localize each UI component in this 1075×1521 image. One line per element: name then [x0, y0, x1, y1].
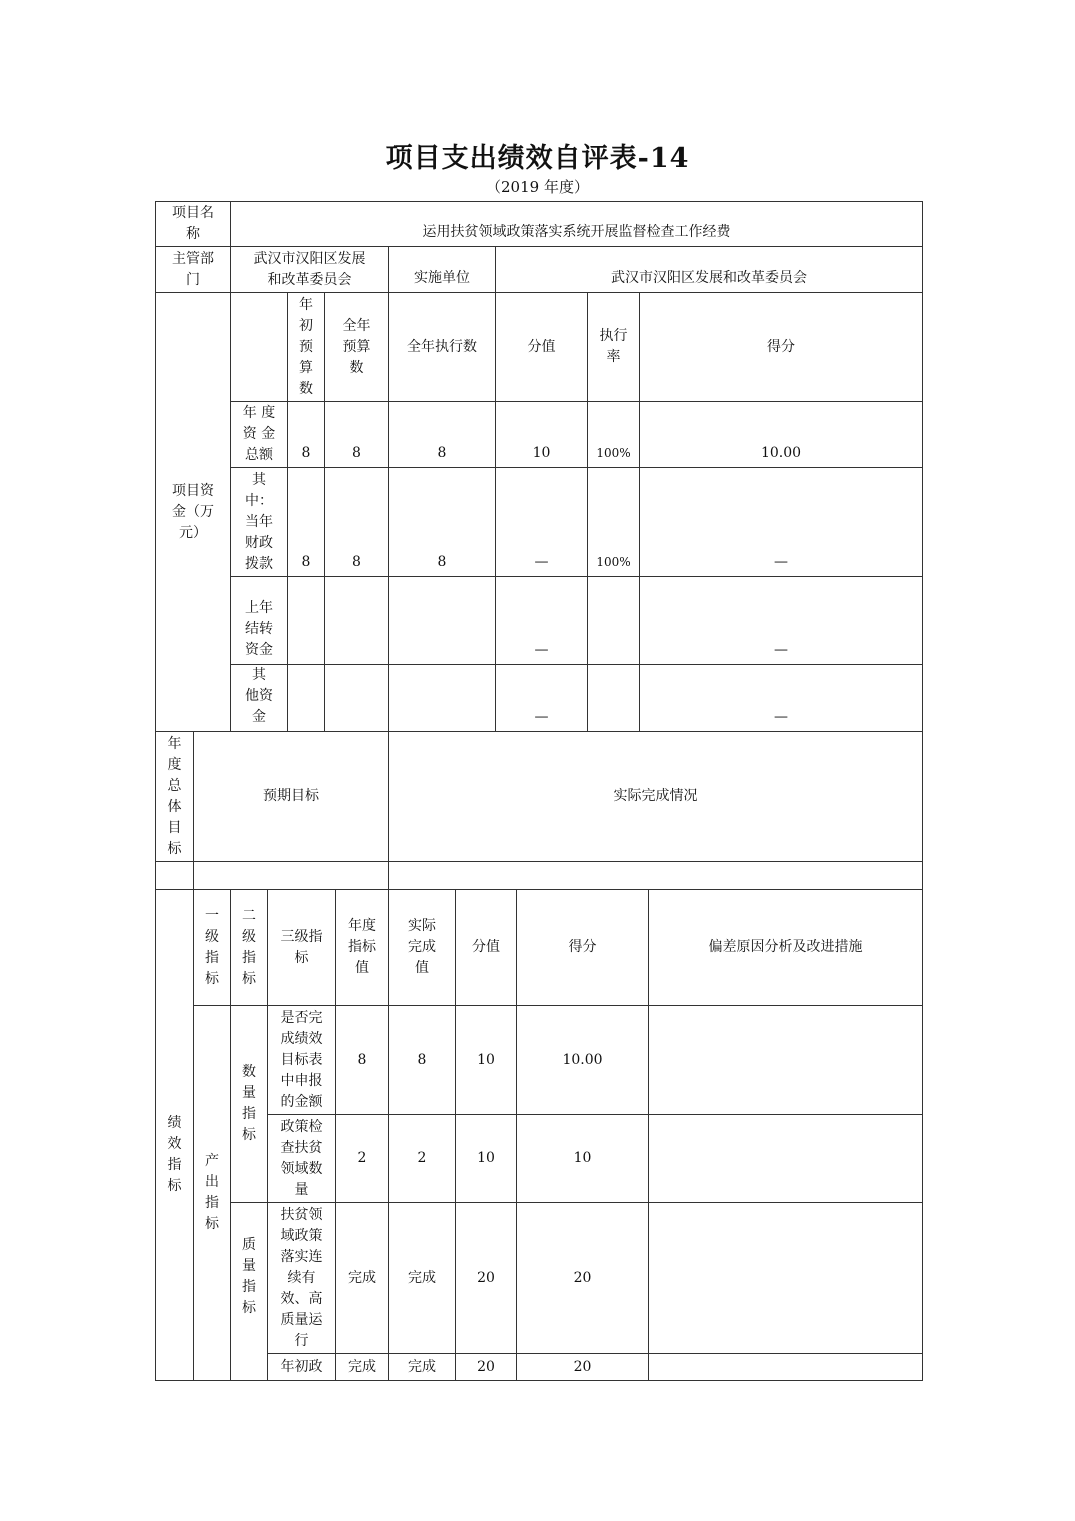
- performance-label: 绩 效 指 标: [167, 1115, 182, 1194]
- funds-header-score-value: 分值: [527, 338, 556, 355]
- perf-cell: 20: [477, 1358, 495, 1375]
- perf-cell-note: [649, 1203, 922, 1353]
- funds-cell: [288, 665, 324, 731]
- perf-header-level1: 一 级 指 标: [205, 907, 219, 987]
- funds-cell: 8: [437, 445, 447, 461]
- perf-cell: 完成: [408, 1358, 436, 1375]
- perf-cell: 8: [417, 1051, 427, 1068]
- perf-header-level3: 三级指 标: [280, 928, 323, 966]
- perf-row-name: 年初政: [280, 1358, 323, 1375]
- perf-cell-note: [649, 1354, 922, 1380]
- page-subtitle: （2019 年度）: [486, 178, 589, 196]
- project-name-value: 运用扶贫领域政策落实系统开展监督检查工作经费: [422, 224, 731, 240]
- perf-cell: 完成: [348, 1269, 376, 1286]
- funds-cell: [325, 665, 388, 731]
- perf-cell: 20: [573, 1358, 592, 1375]
- perf-cell: 8: [357, 1051, 367, 1068]
- funds-cell: 8: [301, 445, 311, 461]
- funds-row-label: 上年 结转 资金: [245, 600, 273, 658]
- perf-header-level2: 二 级 指 标: [242, 907, 256, 987]
- funds-cell: [389, 577, 495, 664]
- funds-cell: —: [774, 554, 788, 570]
- funds-cell: 10: [532, 445, 551, 461]
- perf-cell-note: [649, 1006, 922, 1114]
- goals-label: 年 度 总 体 目 标: [167, 735, 182, 857]
- perf-header-actual: 实际 完成 值: [408, 918, 436, 976]
- funds-row-label: 其 他资 金: [245, 667, 273, 725]
- funds-cell: 8: [437, 554, 447, 570]
- perf-cell: 2: [417, 1150, 427, 1166]
- funds-cell: 10.00: [760, 445, 802, 461]
- perf-header-note: 偏差原因分析及改进措施: [708, 939, 863, 955]
- funds-cell: 100%: [596, 555, 631, 569]
- funds-cell: —: [534, 709, 549, 725]
- perf-cell: 10: [477, 1150, 495, 1166]
- perf-cell: 完成: [408, 1269, 436, 1286]
- funds-cell: [588, 665, 639, 731]
- perf-row-name: 政策检 查扶贫 领域数 量: [280, 1118, 323, 1198]
- funds-cell: —: [774, 642, 788, 658]
- perf-cell: 20: [573, 1269, 592, 1286]
- perf-header-target: 年度 指标 值: [348, 918, 376, 976]
- funds-cell: —: [534, 554, 549, 570]
- funds-header-rate: 执行 率: [599, 328, 628, 365]
- funds-cell: 8: [352, 554, 361, 570]
- funds-cell: —: [534, 642, 549, 658]
- perf-level2-quality: 质 量 指 标: [242, 1236, 256, 1316]
- impl-label: 实施单位: [414, 270, 470, 286]
- funds-label: 项目资 金（万 元）: [172, 482, 214, 541]
- funds-row-label: 其 中： 当年 财政 拨款: [245, 471, 273, 572]
- perf-cell: 10: [477, 1051, 495, 1068]
- perf-header-score-value: 分值: [472, 939, 500, 955]
- funds-cell: [288, 577, 324, 664]
- impl-value: 武汉市汉阳区发展和改革委员会: [611, 270, 807, 286]
- dept-value: 武汉市汉阳区发展 和改革委员会: [253, 250, 366, 288]
- goals-actual-header: 实际完成情况: [613, 788, 698, 804]
- page-title: 项目支出绩效自评表-14: [385, 143, 690, 174]
- perf-level2-quantity: 数 量 指 标: [242, 1064, 256, 1143]
- perf-cell-note: [649, 1115, 922, 1202]
- funds-header-annual: 全年 预算 数: [342, 317, 371, 376]
- perf-cell: 2: [357, 1150, 367, 1166]
- funds-cell: [325, 577, 388, 664]
- funds-header-score: 得分: [767, 338, 795, 355]
- funds-cell: 8: [352, 445, 361, 461]
- funds-cell: [588, 577, 639, 664]
- funds-header-exec: 全年执行数: [407, 338, 477, 355]
- perf-header-score: 得分: [568, 939, 597, 955]
- funds-header-init: 年 初 预 算 数: [299, 296, 313, 397]
- perf-level1-output: 产 出 指 标: [205, 1153, 219, 1232]
- perf-row-name: 扶贫领 域政策 落实连 续有 效、高 质量运 行: [280, 1206, 323, 1349]
- dept-label: 主管部 门: [172, 250, 214, 288]
- funds-cell: —: [774, 709, 788, 725]
- goals-expected-header: 预期目标: [263, 788, 319, 804]
- funds-cell: 8: [301, 554, 311, 570]
- perf-row-name: 是否完 成绩效 目标表 中申报 的金额: [280, 1009, 323, 1110]
- perf-cell: 完成: [348, 1358, 376, 1375]
- project-name-label: 项目名 称: [172, 205, 214, 242]
- funds-row-label: 年 度 资 金 总额: [242, 405, 276, 463]
- perf-cell: 10: [573, 1150, 592, 1166]
- perf-cell: 10.00: [562, 1051, 603, 1068]
- funds-cell: 100%: [596, 446, 631, 460]
- funds-cell: [389, 665, 495, 731]
- perf-cell: 20: [477, 1269, 495, 1286]
